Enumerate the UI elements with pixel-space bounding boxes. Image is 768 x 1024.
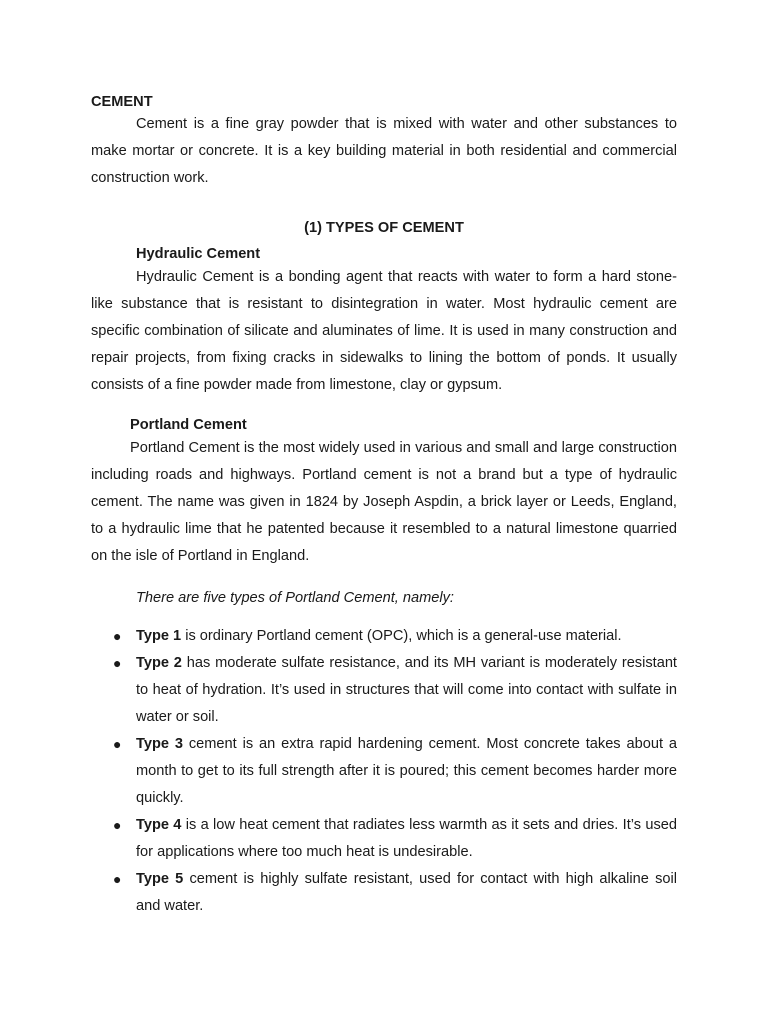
bullet-icon: ●	[113, 736, 122, 752]
list-item-type-4	[91, 812, 677, 866]
type-name: Type 3	[136, 736, 183, 752]
section-heading-types: (1) TYPES OF CEMENT	[304, 220, 464, 236]
bullet-icon: ●	[113, 871, 122, 887]
subheading-hydraulic-cement: Hydraulic Cement	[136, 246, 261, 262]
portland-types-intro: There are five types of Portland Cement, namely:	[136, 590, 454, 606]
type-name: Type 5	[136, 871, 184, 887]
bullet-icon: ●	[113, 655, 122, 671]
hydraulic-cement-paragraph: Hydraulic Cement is a bonding agent that reacts with water to form a hard stone-like substance that is resistant to disintegration in water. Most hydraulic cement are specific combination of silicate and aluminates of lime. It is used in many construction and repair projects, from fixing cracks in sidewalks to lining the bottom of ponds. It usually consists of a fine powder made from limestone, clay or gypsum.	[91, 269, 677, 393]
type-description: cement is an extra rapid hardening cement. Most concrete takes about a month to get to its full strength after it is poured; this cement becomes harder more quickly.	[136, 736, 678, 806]
document-title: CEMENT	[91, 94, 153, 110]
list-item-type-3	[91, 731, 677, 812]
portland-cement-paragraph: Portland Cement is the most widely used in various and small and large construction including roads and highways. Portland cement is not a brand but a type of hydraulic cement. The name was given in 1824 by Joseph Aspdin, a brick layer or Leeds, England, to a hydraulic lime that he patented because it resembled to a natural limestone quarried on the isle of Portland in England.	[91, 440, 677, 564]
type-name: Type 1	[136, 628, 182, 644]
type-description: has moderate sulfate resistance, and its MH variant is moderately resistant to heat of hydration. It’s used in structures that will come into contact with sulfate in water or soil.	[136, 655, 677, 725]
document-body	[91, 93, 677, 920]
type-description: is a low heat cement that radiates less warmth as it sets and dries. It’s used for applications where too much heat is undesirable.	[136, 817, 677, 860]
list-item-type-2	[91, 650, 677, 731]
list-item-type-5	[91, 866, 677, 920]
type-name: Type 2	[136, 655, 182, 671]
bullet-icon: ●	[113, 628, 122, 644]
portland-types-list	[91, 623, 677, 920]
bullet-icon: ●	[113, 817, 122, 833]
type-description: cement is highly sulfate resistant, used for contact with high alkaline soil and water.	[136, 871, 677, 914]
subheading-portland-cement: Portland Cement	[130, 417, 247, 433]
intro-paragraph: Cement is a fine gray powder that is mixed with water and other substances to make mortar or concrete. It is a key building material in both residential and commercial construction work.	[91, 116, 677, 186]
list-item-type-1	[91, 623, 677, 650]
type-description: is ordinary Portland cement (OPC), which is a general-use material.	[181, 628, 622, 644]
type-name: Type 4	[136, 817, 182, 833]
